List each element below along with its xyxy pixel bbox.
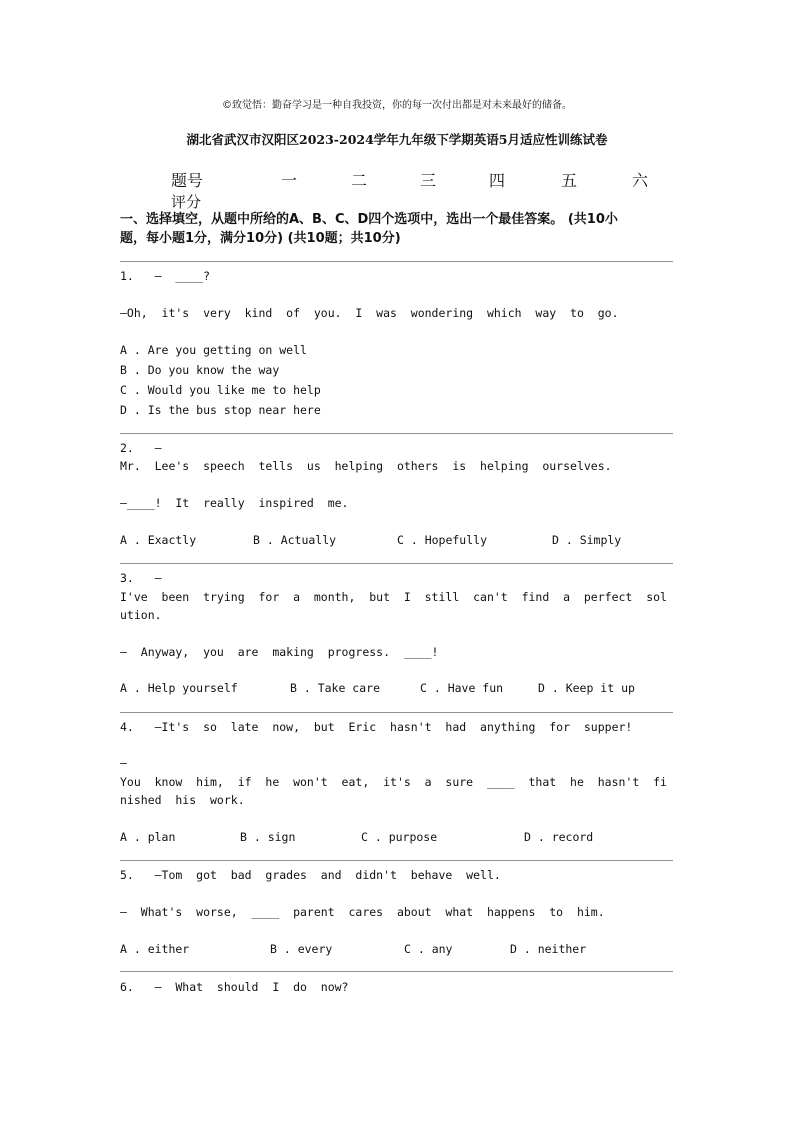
q5-option-b[interactable]: B . every [270,942,333,956]
q3-dialogue-1-cont: ution. [120,608,162,622]
q2-option-a[interactable]: A . Exactly [120,533,197,547]
q3-options [120,681,676,697]
score-label: 评分 [171,193,202,211]
q3-option-b[interactable]: B . Take care [290,681,381,695]
q2-option-b[interactable]: B . Actually [253,533,337,547]
q3-dialogue-2: — Anyway, you are making progress. ____! [120,645,439,659]
q2-stem: 2. — [120,441,162,455]
q4-option-b[interactable]: B . sign [240,830,296,844]
q4-options [120,830,676,846]
score-table-header [171,168,661,188]
q1-option-c[interactable]: C . Would you like me to help [120,383,321,397]
score-col-3: 三 [420,171,437,190]
q1-option-b[interactable]: B . Do you know the way [120,363,280,377]
q5-option-c[interactable]: C . any [404,942,453,956]
q5-option-a[interactable]: A . either [120,942,190,956]
q4-stem: 4. —It's so late now, but Eric hasn't had anything for supper! [120,720,633,734]
q6-stem: 6. — What should I do now? [120,980,349,994]
q1-option-a[interactable]: A . Are you getting on well [120,343,307,357]
motto-line: ©致觉悟：勤奋学习是一种自我投资，你的每一次付出都是对未来最好的储备。 [222,100,572,111]
q2-option-d[interactable]: D . Simply [552,533,622,547]
score-col-2: 二 [351,171,368,190]
q4-option-d[interactable]: D . record [524,830,594,844]
divider [120,563,673,564]
score-col-6: 六 [632,171,649,190]
divider [120,261,673,262]
section-heading-line-2: 题，每小题1分，满分10分) (共10题；共10分) [120,231,401,246]
q3-option-c[interactable]: C . Have fun [420,681,504,695]
q1-option-d[interactable]: D . Is the bus stop near here [120,403,321,417]
q5-dialogue: — What's worse, ____ parent cares about what happens to him. [120,905,605,919]
divider [120,971,673,972]
q2-dialogue-2: —____! It really inspired me. [120,496,349,510]
q3-dialogue-1: I've been trying for a month, but I still can't find a perfect sol [120,590,667,604]
q4-option-a[interactable]: A . plan [120,830,176,844]
q2-option-c[interactable]: C . Hopefully [397,533,488,547]
q1-dialogue: —Oh, it's very kind of you. I was wondering which way to go. [120,306,619,320]
q2-dialogue-1: Mr. Lee's speech tells us helping others is helping ourselves. [120,459,612,473]
q5-options [120,942,676,958]
q3-option-a[interactable]: A . Help yourself [120,681,238,695]
score-col-4: 四 [489,171,506,190]
score-col-1: 一 [281,171,298,190]
q1-stem: 1. — ____? [120,269,211,283]
q4-dialogue: You know him, if he won't eat, it's a sure ____ that he hasn't fi [120,775,667,789]
q5-option-d[interactable]: D . neither [510,942,587,956]
q4-dialogue-cont: nished his work. [120,793,245,807]
score-col-5: 五 [561,171,578,190]
q4-dash: — [120,756,127,770]
section-heading-line-1: 一、选择填空，从题中所给的A、B、C、D四个选项中，选出一个最佳答案。 (共10小 [120,212,618,227]
q3-option-d[interactable]: D . Keep it up [538,681,635,695]
q4-option-c[interactable]: C . purpose [361,830,438,844]
divider [120,433,673,434]
q2-options [120,533,676,549]
exam-title: 湖北省武汉市汉阳区2023-2024学年九年级下学期英语5月适应性训练试卷 [186,132,608,147]
q5-stem: 5. —Tom got bad grades and didn't behave well. [120,868,501,882]
divider [120,712,673,713]
score-row-label: 题号 [171,171,204,190]
divider [120,860,673,861]
section-heading [120,210,676,248]
q3-stem: 3. — [120,571,162,585]
